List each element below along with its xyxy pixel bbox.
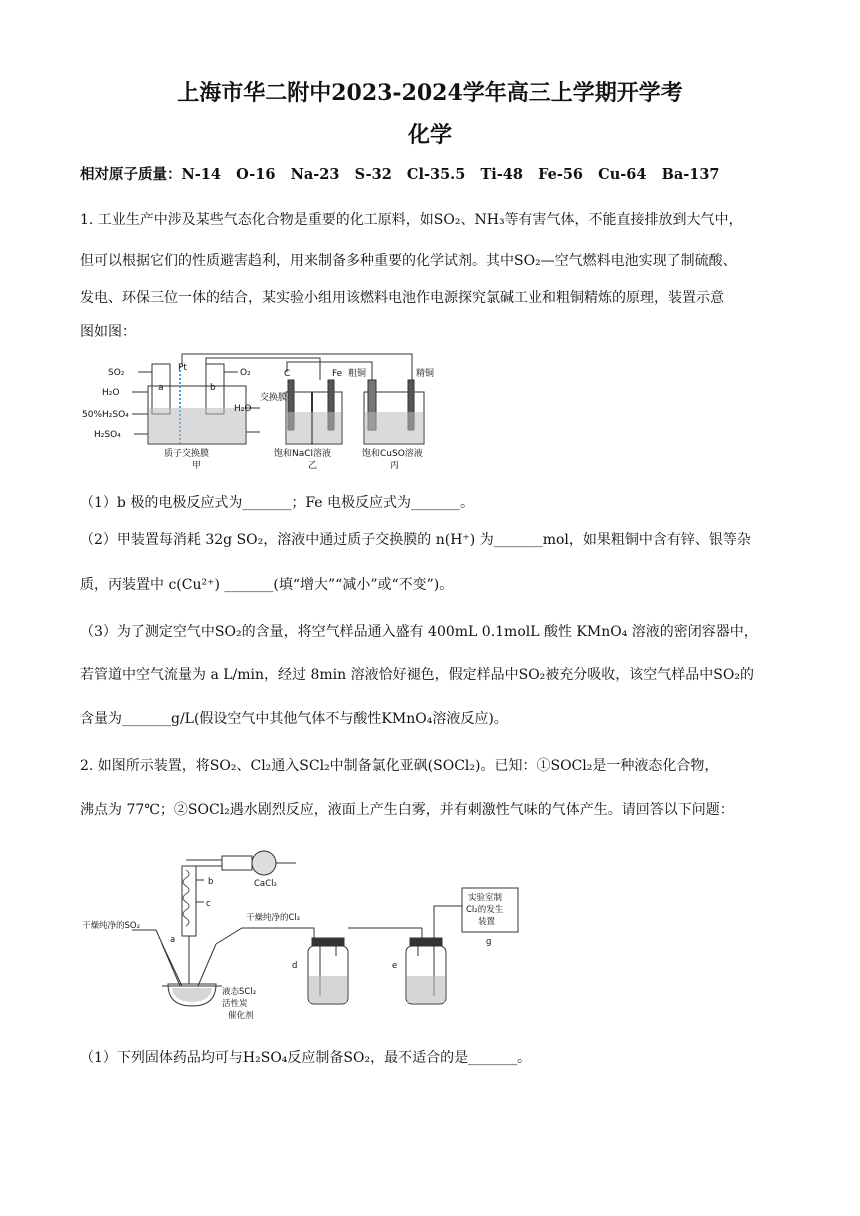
- label-bing: 丙: [390, 461, 400, 471]
- label-gen1: 实验室制: [468, 893, 503, 903]
- exam-subject: 化学: [407, 122, 452, 148]
- q1-sub2b: 质，丙装置中 c(Cu²⁺) _______(填“增大”“减小”或“不变”)。: [80, 577, 454, 593]
- label-gen2: Cl₂的发生: [466, 905, 504, 915]
- figure-fuel-cell: [82, 352, 452, 472]
- label-e: e: [392, 961, 398, 971]
- label-cuso: 饱和CuSO溶液: [362, 449, 423, 459]
- q2-line2: 沸点为 77℃；②SOCl₂遇水剧烈反应，液面上产生白雾，并有刺激性气味的气体产生。请回答以下问题：: [80, 802, 734, 818]
- q1-line4: 图如图：: [80, 324, 136, 340]
- atomic-masses: 相对原子质量：N-14 O-16 Na-23 S-32 Cl-35.5 Ti-48 Fe-56 Cu-64 Ba-137: [80, 166, 720, 183]
- label-so2: SO₂: [108, 368, 125, 378]
- q2-line1: 2. 如图所示装置，将SO₂、Cl₂通入SCl₂中制备氯化亚砜(SOCl₂)。已知：①SOCl₂是一种液态化合物，: [80, 758, 719, 774]
- label-cl2-in: 干燥纯净的Cl₂: [246, 913, 301, 923]
- q1-sub3b: 若管道中空气流量为 a L/min，经过 8min 溶液恰好褪色，假定样品中SO₂被充分吸收，该空气样品中SO₂的: [80, 667, 754, 683]
- q1-sub3c: 含量为_______g/L(假设空气中其他气体不与酸性KMnO₄溶液反应)。: [80, 711, 508, 727]
- label-h2o-in: H₂O: [102, 388, 120, 398]
- label-g: g: [486, 937, 492, 947]
- exam-title: 上海市华二附中2023-2024学年高三上学期开学考: [177, 80, 683, 106]
- label-liquid: 液态SCl₂: [222, 987, 257, 997]
- label-d: d: [292, 961, 298, 971]
- q2-sub1: （1）下列固体药品均可与H₂SO₄反应制备SO₂，最不适合的是_______。: [80, 1050, 532, 1066]
- q1-line2: 但可以根据它们的性质避害趋利，用来制备多种重要的化学试剂。其中SO₂—空气燃料电池实现了制硫酸、: [80, 253, 737, 269]
- label-electrode-b: b: [210, 383, 216, 393]
- q1-sub2a: （2）甲装置每消耗 32g SO₂，溶液中通过质子交换膜的 n(H⁺) 为_______mol，如果粗铜中含有锌、银等杂: [80, 532, 751, 548]
- label-membrane: 质子交换膜: [164, 449, 210, 459]
- label-pt: Pt: [178, 363, 187, 373]
- q1-line3: 发电、环保三位一体的结合，某实验小组用该燃料电池作电源探究氯碱工业和粗铜精炼的原理，装置示意: [80, 290, 724, 306]
- label-h2so4-50: 50%H₂SO₄: [82, 410, 129, 420]
- label-gen3: 装置: [478, 917, 496, 927]
- label-b: b: [208, 877, 214, 887]
- label-yi: 乙: [308, 461, 318, 471]
- label-h2so4-out: H₂SO₄: [94, 430, 121, 440]
- label-catalyst1: 活性炭: [222, 999, 248, 1009]
- label-c: C: [284, 369, 291, 379]
- label-h2o-out: H₂O: [234, 404, 252, 414]
- figure-socl2-apparatus: [82, 836, 552, 1028]
- label-nacl: 饱和NaCl溶液: [274, 449, 332, 459]
- label-cacl2: CaCl₂: [254, 879, 277, 889]
- label-exchange: 交换膜: [260, 393, 288, 403]
- label-catalyst2: 催化剂: [228, 1011, 254, 1021]
- q1-line1: 1. 工业生产中涉及某些气态化合物是重要的化工原料，如SO₂、NH₃等有害气体，不能直接排放到大气中，: [80, 212, 743, 228]
- label-so2-in: 干燥纯净的SO₂: [82, 921, 140, 931]
- label-crude: 粗铜: [348, 369, 367, 379]
- label-jia: 甲: [192, 461, 202, 471]
- label-electrode-a: a: [158, 383, 164, 393]
- label-c: c: [206, 899, 211, 909]
- label-pure: 精铜: [416, 369, 435, 379]
- label-fe: Fe: [332, 369, 343, 379]
- label-o2: O₂: [240, 368, 251, 378]
- q1-sub3a: （3）为了测定空气中SO₂的含量，将空气样品通入盛有 400mL 0.1molL 酸性 KMnO₄ 溶液的密闭容器中，: [80, 624, 758, 640]
- q1-sub1: （1）b 极的电极反应式为_______；Fe 电极反应式为_______。: [80, 495, 475, 511]
- label-a: a: [170, 935, 176, 945]
